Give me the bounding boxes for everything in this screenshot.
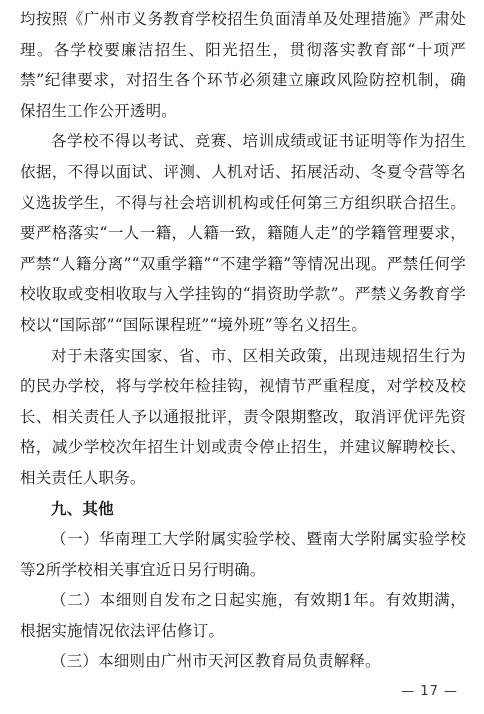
page-number: — 17 — xyxy=(401,684,458,699)
item-2-effective-period: （二）本细则自发布之日起实施，有效期1年。有效期满，根据实施情况依法评估修订。 xyxy=(20,591,466,640)
item-1-affiliated-schools: （一）华南理工大学附属实验学校、暨南大学附属实验学校等2所学校相关事宜近日另行明确。 xyxy=(20,530,466,579)
paragraph-private-school-penalties: 对于未落实国家、省、市、区相关政策，出现违规招生行为的民办学校，将与学校年检挂钩，视情节严重程度，对学校及校长、相关责任人予以通报批评，责令限期整改，取消评优评先资格，减少学校次年招生计划或责令停止招生，并建议解聘校长、相关责任人职务。 xyxy=(20,346,466,487)
document-body xyxy=(20,4,466,677)
paragraph-recruitment-integrity: 均按照《广州市义务教育学校招生负面清单及处理措施》严肃处理。各学校要廉洁招生、阳光招生，贯彻落实教育部“十项严禁”纪律要求，对招生各个环节必须建立廉政风险防控机制，确保招生工作公开透明。 xyxy=(20,10,466,120)
item-3-interpretation: （三）本细则由广州市天河区教育局负责解释。 xyxy=(51,652,381,671)
paragraph-prohibited-selection: 各学校不得以考试、竞赛、培训成绩或证书证明等作为招生依据，不得以面试、评测、人机对话、拓展活动、冬夏令营等名义选拔学生，不得与社会培训机构或任何第三方组织联合招生。要严格落实“一人一籍，人籍一致，籍随人走”的学籍管理要求，严禁“人籍分离”“双重学籍”“不建学籍”等情况出现。严禁任何学校收取或变相收取与入学挂钩的“捐资助学款”。严禁义务教育学校以“国际部”“国际课程班”“境外班”等名义招生。 xyxy=(20,132,466,334)
section-heading-other: 九、其他 xyxy=(51,498,114,518)
